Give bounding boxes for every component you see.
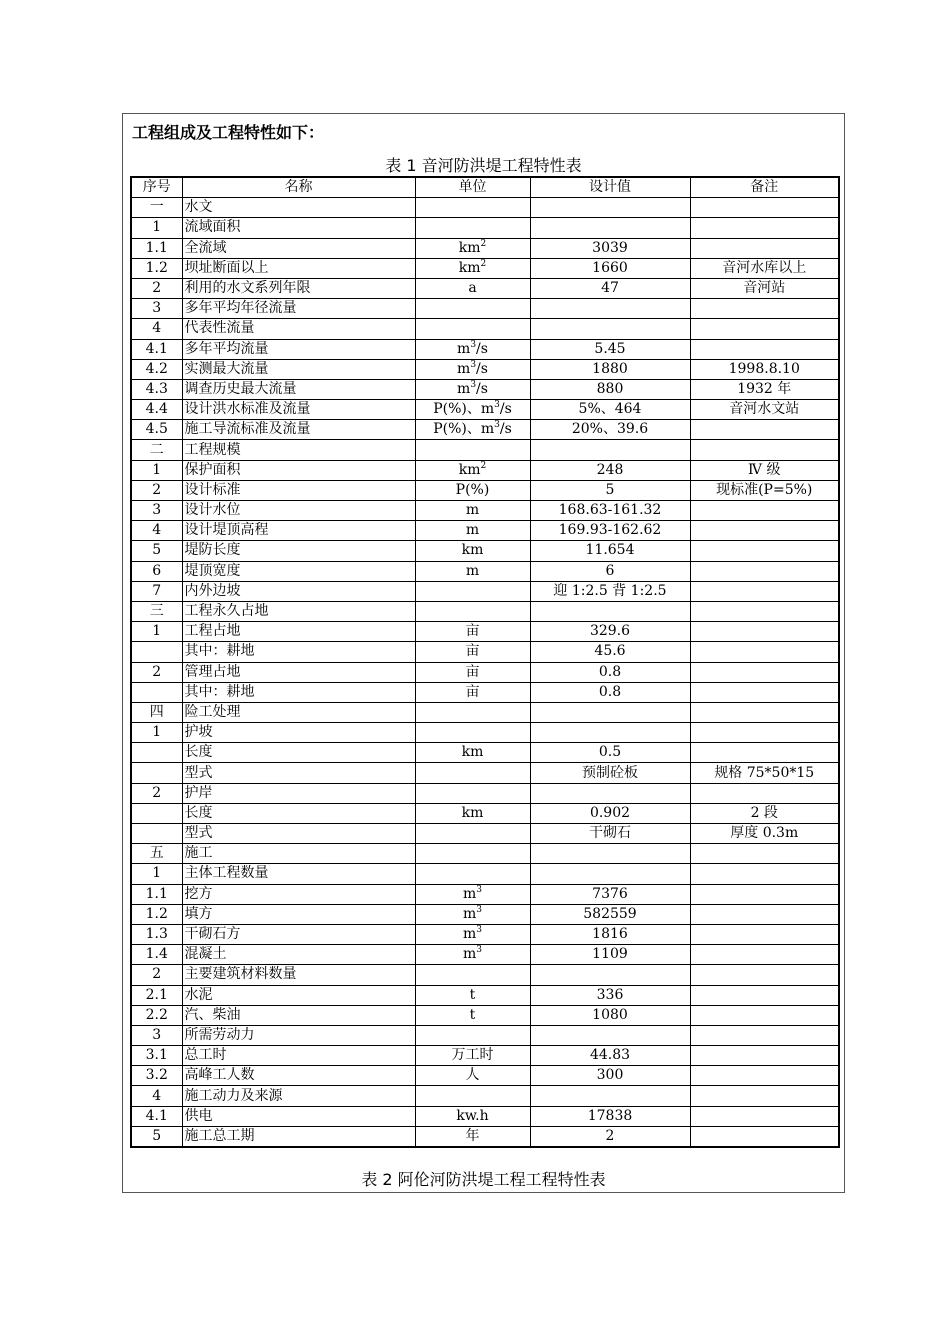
cell-value: 880	[530, 379, 690, 399]
cell-name: 填方	[182, 904, 415, 924]
cell-note	[690, 299, 839, 319]
cell-no: 4.2	[131, 359, 182, 379]
cell-unit: $km^2$	[415, 460, 530, 480]
cell-unit: 亩	[415, 622, 530, 642]
cell-no: 3	[131, 299, 182, 319]
cell-note	[690, 945, 839, 965]
table-row	[131, 1066, 839, 1086]
cell-name: 坝址断面以上	[182, 258, 415, 278]
cell-unit	[415, 1025, 530, 1045]
cell-unit	[415, 1086, 530, 1106]
cell-name: 其中：耕地	[182, 642, 415, 662]
cell-no: 1	[131, 460, 182, 480]
cell-unit	[415, 198, 530, 218]
cell-name: 施工动力及来源	[182, 1086, 415, 1106]
table-row	[131, 985, 839, 1005]
column-header-unit: 单位	[415, 177, 530, 198]
cell-value	[530, 440, 690, 460]
cell-name: 设计洪水标准及流量	[182, 400, 415, 420]
cell-no: 1.1	[131, 884, 182, 904]
cell-unit: kw.h	[415, 1106, 530, 1126]
cell-note	[690, 1106, 839, 1126]
cell-note	[690, 440, 839, 460]
cell-unit: t	[415, 1005, 530, 1025]
cell-note	[690, 682, 839, 702]
cell-no: 2	[131, 480, 182, 500]
cell-unit: 人	[415, 1066, 530, 1086]
table-row	[131, 480, 839, 500]
cell-name: 堤顶宽度	[182, 561, 415, 581]
cell-unit	[415, 319, 530, 339]
cell-unit: km	[415, 743, 530, 763]
table-row	[131, 581, 839, 601]
cell-value	[530, 319, 690, 339]
table-row	[131, 844, 839, 864]
table-body	[131, 198, 839, 1147]
cell-unit	[415, 581, 530, 601]
cell-name: 多年平均年径流量	[182, 299, 415, 319]
cell-no	[131, 642, 182, 662]
cell-value: 预制砼板	[530, 763, 690, 783]
cell-value	[530, 299, 690, 319]
cell-value: 17838	[530, 1106, 690, 1126]
cell-name: 水文	[182, 198, 415, 218]
cell-name: 设计水位	[182, 501, 415, 521]
table-row	[131, 339, 839, 359]
cell-name: 施工导流标准及流量	[182, 420, 415, 440]
cell-unit: $m^3/s$	[415, 339, 530, 359]
cell-unit	[415, 723, 530, 743]
cell-note	[690, 581, 839, 601]
cell-value	[530, 783, 690, 803]
table-row	[131, 1086, 839, 1106]
cell-note: 音河水库以上	[690, 258, 839, 278]
cell-unit	[415, 965, 530, 985]
cell-name: 利用的水文系列年限	[182, 278, 415, 298]
cell-unit: 亩	[415, 662, 530, 682]
table-row	[131, 965, 839, 985]
cell-note	[690, 601, 839, 621]
cell-value: 44.83	[530, 1046, 690, 1066]
cell-name: 实测最大流量	[182, 359, 415, 379]
table-row	[131, 884, 839, 904]
cell-name: 水泥	[182, 985, 415, 1005]
cell-no: 1.3	[131, 924, 182, 944]
cell-no: 1	[131, 864, 182, 884]
cell-value: 1109	[530, 945, 690, 965]
cell-note	[690, 884, 839, 904]
table-row	[131, 1005, 839, 1025]
cell-value: 1080	[530, 1005, 690, 1025]
cell-unit: $m^3/s$	[415, 379, 530, 399]
cell-name: 型式	[182, 763, 415, 783]
cell-value: 0.8	[530, 662, 690, 682]
table-row	[131, 521, 839, 541]
table-header-row	[131, 177, 839, 198]
cell-unit: P(%)、$m^3/s$	[415, 400, 530, 420]
cell-note	[690, 904, 839, 924]
cell-note: 规格 75*50*15	[690, 763, 839, 783]
column-header-note: 备注	[690, 177, 839, 198]
table-row	[131, 218, 839, 238]
cell-name: 工程永久占地	[182, 601, 415, 621]
table-row	[131, 379, 839, 399]
table-row	[131, 783, 839, 803]
cell-no	[131, 824, 182, 844]
cell-note: 音河水文站	[690, 400, 839, 420]
cell-value	[530, 965, 690, 985]
cell-no: 4.5	[131, 420, 182, 440]
table-row	[131, 541, 839, 561]
table-row	[131, 501, 839, 521]
table-row	[131, 723, 839, 743]
cell-value: 20%、39.6	[530, 420, 690, 440]
cell-note	[690, 702, 839, 722]
cell-unit: $m^3$	[415, 945, 530, 965]
table-row	[131, 359, 839, 379]
cell-name: 调查历史最大流量	[182, 379, 415, 399]
cell-note: 2 段	[690, 803, 839, 823]
table-row	[131, 945, 839, 965]
cell-value: 329.6	[530, 622, 690, 642]
cell-note	[690, 965, 839, 985]
cell-note	[690, 501, 839, 521]
cell-name: 保护面积	[182, 460, 415, 480]
cell-value	[530, 1086, 690, 1106]
cell-no: 4.1	[131, 1106, 182, 1126]
cell-name: 内外边坡	[182, 581, 415, 601]
cell-no: 5	[131, 541, 182, 561]
table-row	[131, 622, 839, 642]
table-row	[131, 299, 839, 319]
table-row	[131, 460, 839, 480]
cell-unit: P(%)、$m^3/s$	[415, 420, 530, 440]
table-row	[131, 1046, 839, 1066]
cell-note	[690, 622, 839, 642]
cell-unit	[415, 864, 530, 884]
table-row	[131, 420, 839, 440]
cell-name: 其中：耕地	[182, 682, 415, 702]
table-row	[131, 904, 839, 924]
cell-unit: 亩	[415, 642, 530, 662]
cell-name: 所需劳动力	[182, 1025, 415, 1045]
cell-unit: P(%)	[415, 480, 530, 500]
cell-value: 336	[530, 985, 690, 1005]
cell-unit	[415, 299, 530, 319]
cell-name: 主要建筑材料数量	[182, 965, 415, 985]
cell-no: 2.1	[131, 985, 182, 1005]
cell-no: 4	[131, 521, 182, 541]
cell-unit: m	[415, 501, 530, 521]
cell-note	[690, 319, 839, 339]
cell-no: 1	[131, 723, 182, 743]
cell-no	[131, 682, 182, 702]
cell-name: 工程占地	[182, 622, 415, 642]
cell-note	[690, 339, 839, 359]
cell-name: 挖方	[182, 884, 415, 904]
cell-note	[690, 783, 839, 803]
cell-name: 护坡	[182, 723, 415, 743]
table-row	[131, 763, 839, 783]
table-row	[131, 743, 839, 763]
cell-note	[690, 420, 839, 440]
cell-name: 多年平均流量	[182, 339, 415, 359]
cell-name: 护岸	[182, 783, 415, 803]
cell-name: 施工	[182, 844, 415, 864]
cell-name: 设计堤顶高程	[182, 521, 415, 541]
cell-name: 堤防长度	[182, 541, 415, 561]
cell-no: 3	[131, 1025, 182, 1045]
cell-note: 厚度 0.3m	[690, 824, 839, 844]
cell-unit	[415, 783, 530, 803]
cell-note: 1998.8.10	[690, 359, 839, 379]
cell-note	[690, 844, 839, 864]
cell-note	[690, 924, 839, 944]
table2-caption: 表 2 阿伦河防洪堤工程工程特性表	[361, 1170, 606, 1189]
cell-no: 3	[131, 501, 182, 521]
cell-unit	[415, 824, 530, 844]
cell-no	[131, 763, 182, 783]
cell-name: 汽、柴油	[182, 1005, 415, 1025]
cell-note	[690, 1046, 839, 1066]
cell-unit	[415, 763, 530, 783]
cell-value: 2	[530, 1126, 690, 1147]
cell-note	[690, 1005, 839, 1025]
cell-unit: 万工时	[415, 1046, 530, 1066]
cell-name: 施工总工期	[182, 1126, 415, 1147]
cell-value: 5.45	[530, 339, 690, 359]
cell-no: 3.2	[131, 1066, 182, 1086]
cell-value: 0.902	[530, 803, 690, 823]
cell-value: 3039	[530, 238, 690, 258]
cell-no: 1.2	[131, 904, 182, 924]
cell-unit: km	[415, 541, 530, 561]
table-row	[131, 662, 839, 682]
cell-value	[530, 864, 690, 884]
cell-note: 现标准(P=5%)	[690, 480, 839, 500]
cell-value: 5%、464	[530, 400, 690, 420]
cell-unit: t	[415, 985, 530, 1005]
cell-no: 2	[131, 662, 182, 682]
column-header-no: 序号	[131, 177, 182, 198]
cell-unit: $km^2$	[415, 238, 530, 258]
cell-no: 一	[131, 198, 182, 218]
cell-unit: $m^3/s$	[415, 359, 530, 379]
cell-no: 2	[131, 278, 182, 298]
cell-value: 迎 1:2.5 背 1:2.5	[530, 581, 690, 601]
cell-note	[690, 985, 839, 1005]
cell-note	[690, 864, 839, 884]
cell-value	[530, 601, 690, 621]
cell-note: Ⅳ 级	[690, 460, 839, 480]
cell-no: 5	[131, 1126, 182, 1147]
cell-no: 1	[131, 622, 182, 642]
cell-value: 干砌石	[530, 824, 690, 844]
cell-name: 混凝土	[182, 945, 415, 965]
cell-no: 1.4	[131, 945, 182, 965]
cell-name: 代表性流量	[182, 319, 415, 339]
cell-unit	[415, 601, 530, 621]
cell-note	[690, 1126, 839, 1147]
cell-unit	[415, 218, 530, 238]
table-row	[131, 198, 839, 218]
cell-name: 长度	[182, 803, 415, 823]
table-row	[131, 702, 839, 722]
cell-note: 音河站	[690, 278, 839, 298]
cell-value: 5	[530, 480, 690, 500]
cell-value	[530, 218, 690, 238]
cell-value: 1816	[530, 924, 690, 944]
table-row	[131, 1126, 839, 1147]
cell-no: 4.3	[131, 379, 182, 399]
cell-name: 总工时	[182, 1046, 415, 1066]
column-header-value: 设计值	[530, 177, 690, 198]
table-row	[131, 278, 839, 298]
cell-unit	[415, 844, 530, 864]
section-heading: 工程组成及工程特性如下：	[132, 123, 325, 142]
cell-note	[690, 238, 839, 258]
cell-value: 6	[530, 561, 690, 581]
cell-no: 3.1	[131, 1046, 182, 1066]
cell-no: 7	[131, 581, 182, 601]
table-row	[131, 864, 839, 884]
cell-no: 1	[131, 218, 182, 238]
cell-note	[690, 723, 839, 743]
cell-unit	[415, 440, 530, 460]
cell-name: 型式	[182, 824, 415, 844]
cell-no: 三	[131, 601, 182, 621]
cell-note	[690, 1025, 839, 1045]
table-row	[131, 1025, 839, 1045]
cell-unit: $m^3$	[415, 904, 530, 924]
cell-name: 长度	[182, 743, 415, 763]
table-row	[131, 258, 839, 278]
table-row	[131, 601, 839, 621]
cell-note	[690, 541, 839, 561]
cell-no: 2	[131, 783, 182, 803]
cell-no	[131, 803, 182, 823]
table-row	[131, 682, 839, 702]
cell-no: 四	[131, 702, 182, 722]
table-row	[131, 319, 839, 339]
cell-note	[690, 521, 839, 541]
cell-value: 0.5	[530, 743, 690, 763]
cell-value: 45.6	[530, 642, 690, 662]
cell-name: 干砌石方	[182, 924, 415, 944]
cell-value: 1660	[530, 258, 690, 278]
table-row	[131, 824, 839, 844]
table-row	[131, 924, 839, 944]
cell-name: 险工处理	[182, 702, 415, 722]
cell-name: 流域面积	[182, 218, 415, 238]
cell-value	[530, 844, 690, 864]
cell-value: 47	[530, 278, 690, 298]
table-row	[131, 400, 839, 420]
cell-no: 2.2	[131, 1005, 182, 1025]
cell-no: 4	[131, 319, 182, 339]
table-row	[131, 803, 839, 823]
cell-name: 管理占地	[182, 662, 415, 682]
cell-no: 4.4	[131, 400, 182, 420]
cell-no: 五	[131, 844, 182, 864]
cell-value: 248	[530, 460, 690, 480]
cell-unit: m	[415, 521, 530, 541]
cell-unit: 年	[415, 1126, 530, 1147]
cell-value: 168.63-161.32	[530, 501, 690, 521]
table-row	[131, 238, 839, 258]
cell-no: 1.2	[131, 258, 182, 278]
cell-name: 高峰工人数	[182, 1066, 415, 1086]
cell-name: 设计标准	[182, 480, 415, 500]
cell-note	[690, 1066, 839, 1086]
cell-no: 2	[131, 965, 182, 985]
cell-name: 主体工程数量	[182, 864, 415, 884]
cell-value	[530, 198, 690, 218]
table1-caption: 表 1 音河防洪堤工程特性表	[385, 156, 582, 175]
cell-name: 供电	[182, 1106, 415, 1126]
cell-unit: $m^3$	[415, 884, 530, 904]
column-header-name: 名称	[182, 177, 415, 198]
cell-value	[530, 702, 690, 722]
cell-value: 582559	[530, 904, 690, 924]
cell-value: 7376	[530, 884, 690, 904]
cell-value: 0.8	[530, 682, 690, 702]
cell-unit: a	[415, 278, 530, 298]
cell-value	[530, 1025, 690, 1045]
cell-value: 11.654	[530, 541, 690, 561]
cell-value: 169.93-162.62	[530, 521, 690, 541]
cell-note	[690, 642, 839, 662]
characteristics-table	[130, 176, 840, 1148]
cell-no	[131, 743, 182, 763]
cell-value	[530, 723, 690, 743]
cell-unit: $m^3$	[415, 924, 530, 944]
cell-value: 1880	[530, 359, 690, 379]
cell-no: 二	[131, 440, 182, 460]
cell-value: 300	[530, 1066, 690, 1086]
table-row	[131, 561, 839, 581]
cell-no: 6	[131, 561, 182, 581]
table-row	[131, 1106, 839, 1126]
cell-unit: 亩	[415, 682, 530, 702]
cell-no: 1.1	[131, 238, 182, 258]
cell-no: 4.1	[131, 339, 182, 359]
cell-note	[690, 1086, 839, 1106]
cell-unit: $km^2$	[415, 258, 530, 278]
cell-unit: km	[415, 803, 530, 823]
cell-no: 4	[131, 1086, 182, 1106]
cell-note	[690, 561, 839, 581]
table-row	[131, 642, 839, 662]
cell-unit: m	[415, 561, 530, 581]
cell-note: 1932 年	[690, 379, 839, 399]
cell-note	[690, 198, 839, 218]
cell-unit	[415, 702, 530, 722]
table-row	[131, 440, 839, 460]
cell-note	[690, 662, 839, 682]
cell-note	[690, 218, 839, 238]
cell-name: 工程规模	[182, 440, 415, 460]
cell-note	[690, 743, 839, 763]
cell-name: 全流域	[182, 238, 415, 258]
